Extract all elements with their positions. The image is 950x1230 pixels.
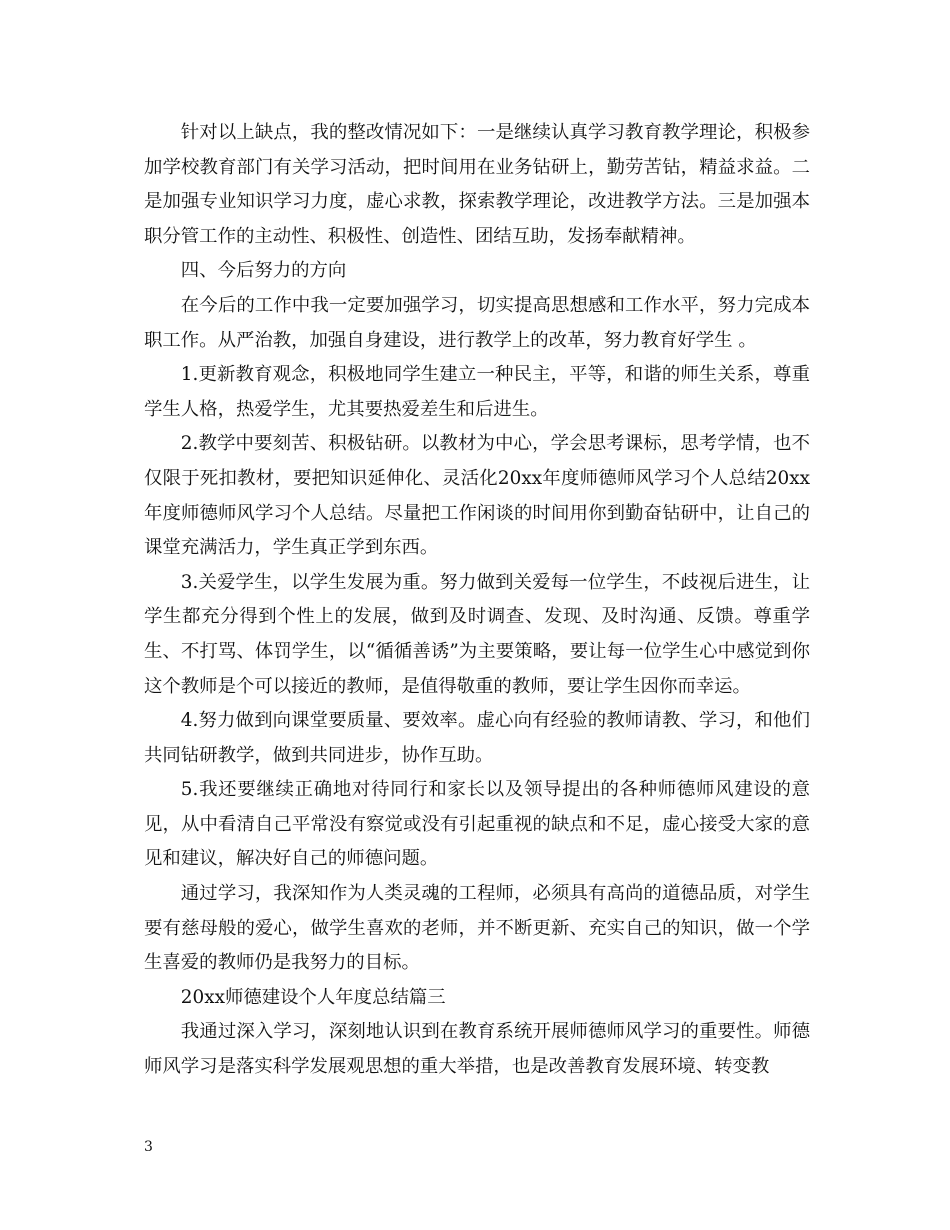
page-number: 3 <box>144 1139 153 1155</box>
paragraph-part-three-intro: 我通过深入学习，深刻地认识到在教育系统开展师德师风学习的重要性。师德师风学习是落实科学发展观思想的重大举措，也是改善教育发展环境、转变教 <box>144 1021 810 1078</box>
paragraph-future-work: 在今后的工作中我一定要加强学习，切实提高思想感和工作水平，努力完成本职工作。从严治教，加强自身建设，进行教学上的改革，努力教育好学生 。 <box>144 294 810 351</box>
section-heading-future-direction: 四、今后努力的方向 <box>180 260 347 282</box>
list-item-4: 4.努力做到向课堂要质量、要效率。虚心向有经验的教师请教、学习，和他们共同钻研教学，做到共同进步，协作互助。 <box>144 710 810 766</box>
paragraph-conclusion: 通过学习，我深知作为人类灵魂的工程师，必须具有高尚的道德品质，对学生要有慈母般的爱心，做学生喜欢的老师，并不断更新、充实自己的知识，做一个学生喜爱的教师仍是我努力的目标。 <box>144 883 810 974</box>
list-item-1: 1.更新教育观念，积极地同学生建立一种民主，平等，和谐的师生关系，尊重学生人格，热爱学生，尤其要热爱差生和后进生。 <box>144 364 810 420</box>
list-item-5: 5.我还要继续正确地对待同行和家长以及领导提出的各种师德师风建设的意见，从中看清自己平常没有察觉或没有引起重视的缺点和不足，虚心接受大家的意见和建议，解决好自己的师德问题。 <box>144 779 810 870</box>
list-item-2: 2.教学中要刻苦、积极钻研。以教材为中心，学会思考课标，思考学情，也不仅限于死扣教材，要把知识延伸化、灵活化20xx年度师德师风学习个人总结20xx年度师德师风学习个人总结。尽量把工作闲谈的时间用你到勤奋钻研中，让自己的课堂充满活力，学生真正学到东西。 <box>144 433 810 559</box>
list-item-3: 3.关爱学生，以学生发展为重。努力做到关爱每一位学生，不歧视后进生，让学生都充分得到个性上的发展，做到及时调查、发现、及时沟通、反馈。尊重学生、不打骂、体罚学生，以“循循善诱”为主要策略，要让每一位学生心中感觉到你这个教师是个可以接近的教师，是值得敬重的教师，要让学生因你而幸运。 <box>144 571 810 697</box>
section-heading-part-three: 20xx师德建设个人年度总结篇三 <box>180 986 446 1008</box>
document-body <box>144 116 810 1085</box>
paragraph-rectification: 针对以上缺点，我的整改情况如下：一是继续认真学习教育教学理论，积极参加学校教育部门有关学习活动，把时间用在业务钻研上，勤劳苦钻，精益求益。二是加强专业知识学习力度，虚心求教，探索教学理论，改进教学方法。三是加强本职分管工作的主动性、积极性、创造性、团结互助，发扬奉献精神。 <box>144 122 810 247</box>
